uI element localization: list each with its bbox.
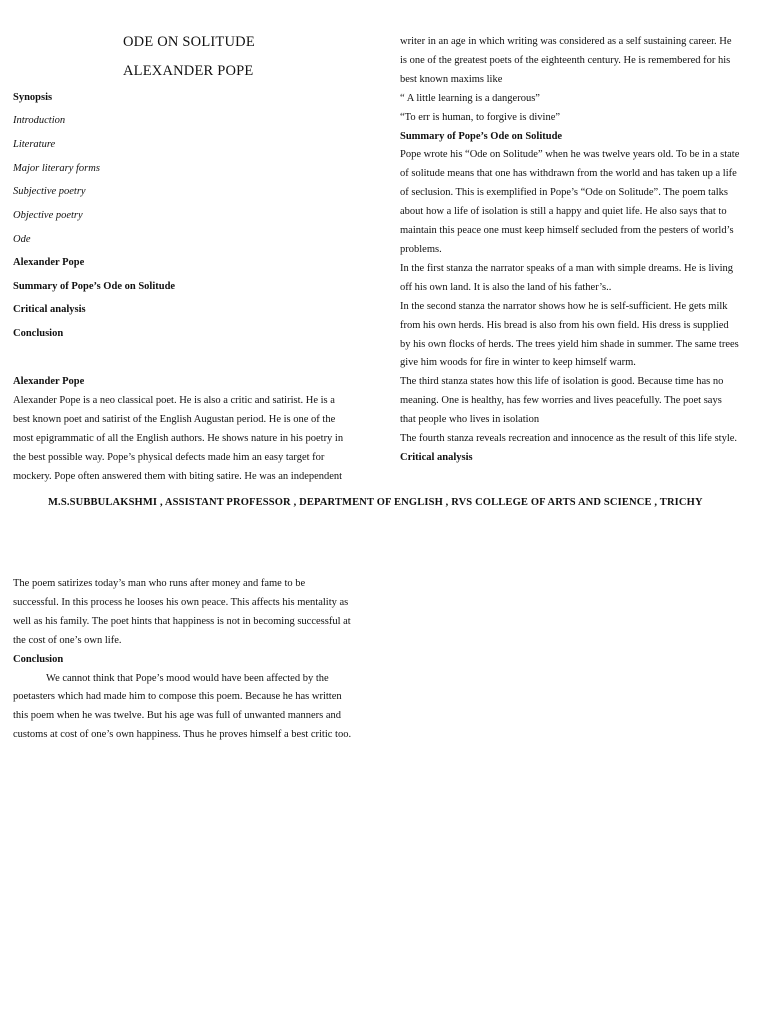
body-line: is one of the greatest poets of the eighteenth century. He is remembered for his xyxy=(400,54,731,66)
body-line: best known maxims like xyxy=(400,73,503,85)
section-heading-alexander-pope: Alexander Pope xyxy=(13,376,85,387)
body-line: In the second stanza the narrator shows how he is self-sufficient. He gets milk xyxy=(400,300,728,312)
body-line: of seclusion. This is exemplified in Pope’s “Ode on Solitude”. The poem talks xyxy=(400,187,728,199)
toc-item-literature: Literature xyxy=(13,139,56,150)
toc-item-conclusion: Conclusion xyxy=(13,328,64,339)
toc-item-synopsis: Synopsis xyxy=(13,92,53,103)
body-line: maintain this peace one must keep himself secluded from the pesters of world’s xyxy=(400,225,734,237)
toc-item-critical-analysis: Critical analysis xyxy=(13,304,86,315)
document-author: ALEXANDER POPE xyxy=(123,63,254,79)
quote-line: “To err is human, to forgive is divine” xyxy=(400,111,561,123)
toc-item-subjective-poetry: Subjective poetry xyxy=(13,186,86,197)
author-footer: M.S.SUBBULAKSHMI , ASSISTANT PROFESSOR , DEPARTMENT OF ENGLISH , RVS COLLEGE OF ARTS AND SCIENCE , TRICHY xyxy=(48,497,703,508)
body-line: In the first stanza the narrator speaks of a man with simple dreams. He is living xyxy=(400,262,733,274)
toc-item-major-literary-forms: Major literary forms xyxy=(13,163,100,174)
body-line: most epigrammatic of all the English authors. He shows nature in his poetry in xyxy=(13,432,344,444)
toc-item-introduction: Introduction xyxy=(13,115,66,126)
body-line: give him woods for fire in winter to keep himself warm. xyxy=(400,357,636,369)
section-heading-critical-analysis: Critical analysis xyxy=(400,451,473,463)
body-line: The fourth stanza reveals recreation and innocence as the result of this life style. xyxy=(400,433,738,445)
body-line: customs at cost of one’s own happiness. Thus he proves himself a best critic too. xyxy=(13,729,352,741)
body-line: by his own flocks of herds. The trees yield him shade in summer. The same trees xyxy=(400,338,739,350)
body-line: mockery. Pope often answered them with biting satire. He was an independent xyxy=(13,470,343,482)
toc-item-objective-poetry: Objective poetry xyxy=(13,210,83,221)
toc-item-ode: Ode xyxy=(13,234,31,245)
body-line: Pope wrote his “Ode on Solitude” when he was twelve years old. To be in a state xyxy=(400,149,740,161)
body-line: poetasters which had made him to compose this poem. Because he has written xyxy=(13,691,342,703)
body-line: problems. xyxy=(400,243,442,255)
section-heading-summary: Summary of Pope’s Ode on Solitude xyxy=(400,130,563,142)
body-line: We cannot think that Pope’s mood would have been affected by the xyxy=(46,672,329,684)
toc-item-summary: Summary of Pope’s Ode on Solitude xyxy=(13,281,176,292)
body-line: of solitude means that one has withdrawn from the world and has taken up a life xyxy=(400,168,737,180)
quote-line: “ A little learning is a dangerous” xyxy=(400,92,540,104)
body-line: about how a life of isolation is still a happy and quiet life. He also says that to xyxy=(400,206,727,218)
section-heading-conclusion: Conclusion xyxy=(13,653,64,665)
right-column xyxy=(400,33,739,468)
body-line: successful. In this process he looses his own peace. This affects his mentality as xyxy=(13,596,349,608)
body-line: Alexander Pope is a neo classical poet. He is also a critic and satirist. He is a xyxy=(13,394,335,406)
toc-item-alexander-pope: Alexander Pope xyxy=(13,257,85,268)
body-line: The poem satirizes today’s man who runs after money and fame to be xyxy=(13,578,306,589)
body-line: this poem when he was twelve. But his age was full of unwanted manners and xyxy=(13,710,342,722)
body-line: that people who lives in isolation xyxy=(400,414,540,426)
body-line: from his own herds. His bread is also from his own field. His dress is supplied xyxy=(400,319,729,331)
body-line: the cost of one’s own life. xyxy=(13,634,122,646)
body-line: The third stanza states how this life of isolation is good. Because time has no xyxy=(400,376,724,388)
document-title: ODE ON SOLITUDE xyxy=(123,34,255,50)
body-line: the best possible way. Pope’s physical defects made him an easy target for xyxy=(13,451,325,463)
left-column-section xyxy=(13,373,343,486)
body-line: off his own land. It is also the land of his father’s.. xyxy=(400,281,612,293)
body-line: meaning. One is healthy, has few worries and lives peacefully. The poet says xyxy=(400,395,722,407)
lower-section xyxy=(13,575,351,745)
body-line: well as his family. The poet hints that happiness is not in becoming successful at xyxy=(13,615,351,627)
body-line: best known poet and satirist of the English Augustan period. He is one of the xyxy=(13,413,336,425)
body-line: writer in an age in which writing was considered as a self sustaining career. He xyxy=(400,36,732,47)
